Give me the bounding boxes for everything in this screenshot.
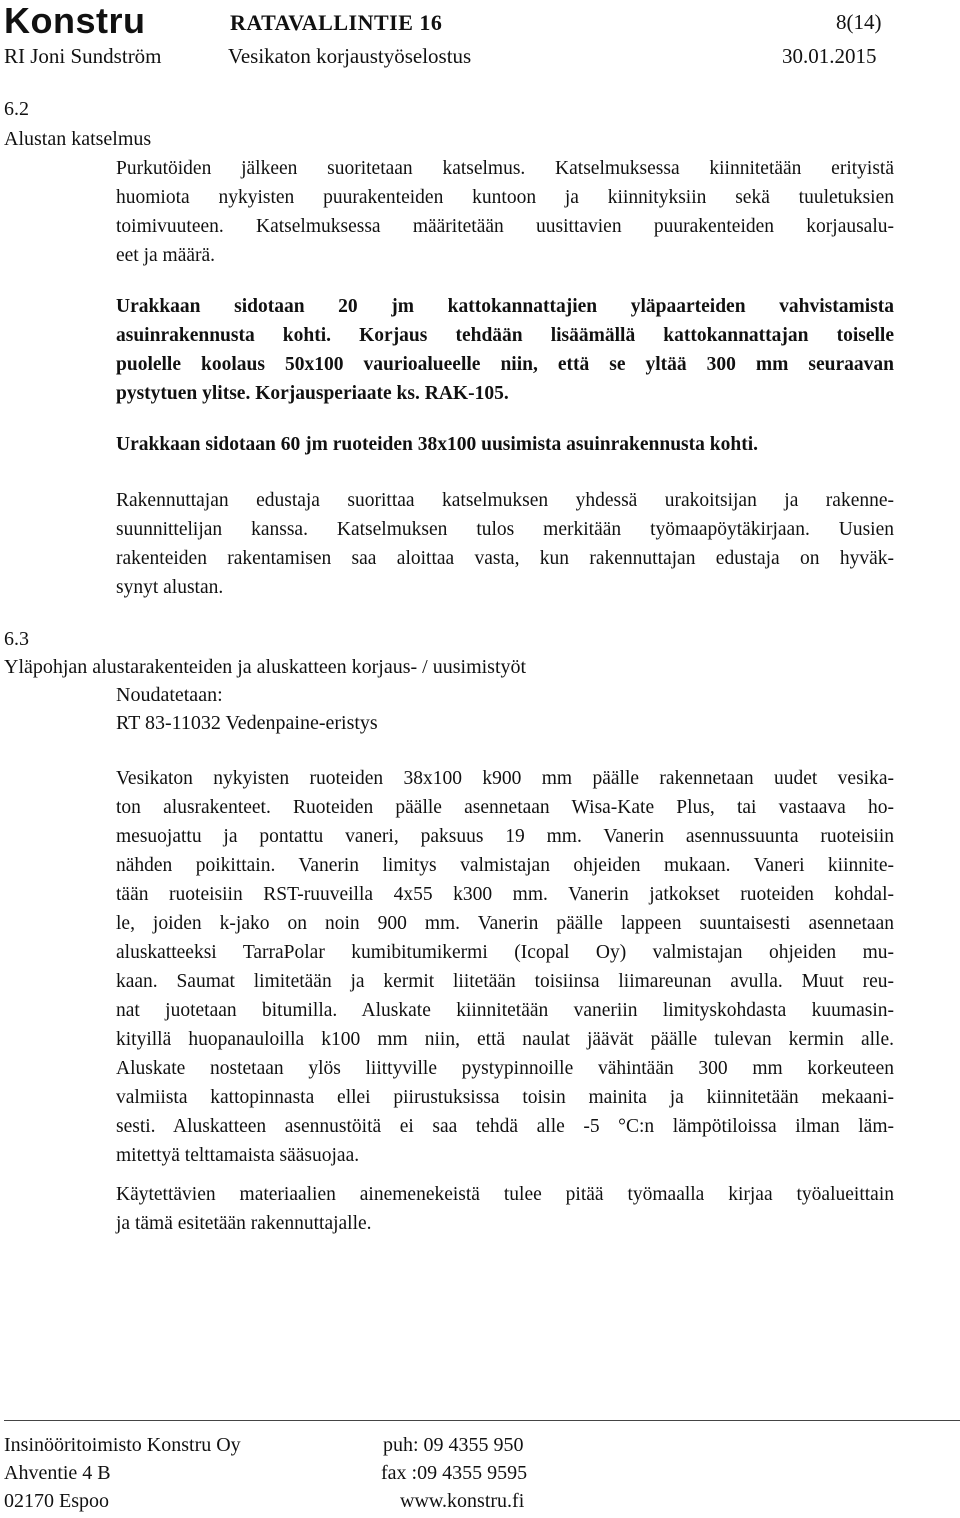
text-line: nähden poikittain. Vanerin limitys valmistajan ohjeiden mukaan. Vaneri kiinnite- (116, 855, 894, 876)
text-line: suunnittelijan kanssa. Katselmuksen tulos merkitään työmaapöytäkirjaan. Uusien (116, 519, 894, 540)
text-line: nat juotetaan bitumilla. Aluskate kiinnitetään vaneriin limityskohdasta kuumasin- (116, 1000, 894, 1021)
footer-street: Ahventie 4 B (4, 1462, 111, 1484)
text-line: rakenteiden rakentamisen saa aloittaa vasta, kun rakennuttajan edustaja on hyväk- (116, 548, 894, 569)
section-6-2-title: Alustan katselmus (4, 128, 152, 150)
section-6-3-number: 6.3 (4, 628, 29, 650)
text-line: synyt alustan. (116, 577, 224, 598)
text-line: puolelle koolaus 50x100 vaurioalueelle niin, että se yltää 300 mm seuraavan (116, 354, 894, 375)
text-line: valmiista kattopinnasta ellei piirustuksissa toisin mainita ja kiinnitetään mekaani- (116, 1087, 894, 1108)
text-line: pystytuen ylitse. Korjausperiaate ks. RAK-105. (116, 383, 509, 404)
text-line: Urakkaan sidotaan 60 jm ruoteiden 38x100 uusimista asuinrakennusta kohti. (116, 434, 758, 455)
text-line: toimivuuteen. Katselmuksessa määritetään uusittavien puurakenteiden korjausalu- (116, 216, 894, 237)
text-line: eet ja määrä. (116, 245, 216, 266)
project-name: RATAVALLINTIE 16 (230, 10, 443, 35)
section-6-2-paragraph-3 (116, 430, 894, 459)
text-line: le, joiden k-jako on noin 900 mm. Vanerin päälle lappeen suuntaisesti asennetaan (116, 913, 894, 934)
section-6-2-number: 6.2 (4, 98, 29, 120)
footer-phone: puh: 09 4355 950 (383, 1434, 524, 1456)
section-6-3-paragraph-1 (116, 764, 894, 1170)
text-line: mesuojattu ja pontattu vaneri, paksuus 19 mm. Vanerin asennussuunta ruoteisiin (116, 826, 894, 847)
text-line: Käytettävien materiaalien ainemenekeistä tulee pitää työmaalla kirjaa työalueittain (116, 1184, 894, 1205)
standard-reference: RT 83-11032 Vedenpaine-eristys (116, 712, 378, 734)
text-line: Purkutöiden jälkeen suoritetaan katselmus. Katselmuksessa kiinnitetään erityistä (116, 158, 894, 179)
text-line: mitettyä telttamaista sääsuojaa. (116, 1145, 360, 1166)
text-line: Rakennuttajan edustaja suorittaa katselmuksen yhdessä urakoitsijan ja rakenne- (116, 490, 894, 511)
text-line: kityillä huopanauloilla k100 mm niin, että naulat jäävät päälle tulevan kermin alle. (116, 1029, 894, 1050)
company-logo: Konstru (4, 0, 146, 41)
footer-company: Insinööritoimisto Konstru Oy (4, 1434, 241, 1456)
footer-city: 02170 Espoo (4, 1490, 109, 1512)
text-line: aluskatteeksi TarraPolar kumibitumikermi (Icopal Oy) valmistajan ohjeiden mu- (116, 942, 894, 963)
page-number: 8(14) (836, 10, 882, 34)
section-6-3-paragraph-2 (116, 1180, 894, 1238)
text-line: ja tämä esitetään rakennuttajalle. (116, 1213, 372, 1234)
footer-fax: fax :09 4355 9595 (381, 1462, 528, 1484)
footer-website: www.konstru.fi (400, 1490, 525, 1512)
text-line: tään ruoteisiin RST-ruuveilla 4x55 k300 mm. Vanerin jatkokset ruoteiden kohdal- (116, 884, 894, 905)
text-line: kaan. Saumat limitetään ja kermit liitetään toisiinsa liimareunan avulla. Muut reu- (116, 971, 894, 992)
follow-label: Noudatetaan: (116, 684, 223, 706)
text-line: huomiota nykyisten puurakenteiden kuntoon ja kiinnityksiin sekä tuuletuksien (116, 187, 894, 208)
text-line: ton alusrakenteet. Ruoteiden päälle asennetaan Wisa-Kate Plus, tai vastaava ho- (116, 797, 894, 818)
text-line: Vesikaton nykyisten ruoteiden 38x100 k900 mm päälle rakennetaan uudet vesika- (116, 768, 894, 789)
document-date: 30.01.2015 (782, 44, 877, 68)
page-header (4, 0, 904, 40)
text-line: Aluskate nostetaan ylös liittyville pystypinnoille vähintään 300 mm korkeuteen (116, 1058, 894, 1079)
document-title: Vesikaton korjaustyöselostus (228, 44, 472, 68)
footer-divider (4, 1420, 960, 1421)
page-subheader (4, 44, 904, 70)
section-6-3-title: Yläpohjan alustarakenteiden ja aluskatteen korjaus- / uusimistyöt (4, 656, 527, 678)
text-line: sesti. Aluskatteen asennustöitä ei saa tehdä alle -5 °C:n lämpötiloissa ilman läm- (116, 1116, 894, 1137)
section-6-2-paragraph-1 (116, 154, 894, 270)
section-6-2-paragraph-2 (116, 292, 894, 408)
text-line: asuinrakennusta kohti. Korjaus tehdään lisäämällä kattokannattajan toiselle (116, 325, 894, 346)
author: RI Joni Sundström (4, 44, 162, 68)
text-line: Urakkaan sidotaan 20 jm kattokannattajien yläpaarteiden vahvistamista (116, 296, 894, 317)
section-6-2-paragraph-4 (116, 486, 894, 602)
